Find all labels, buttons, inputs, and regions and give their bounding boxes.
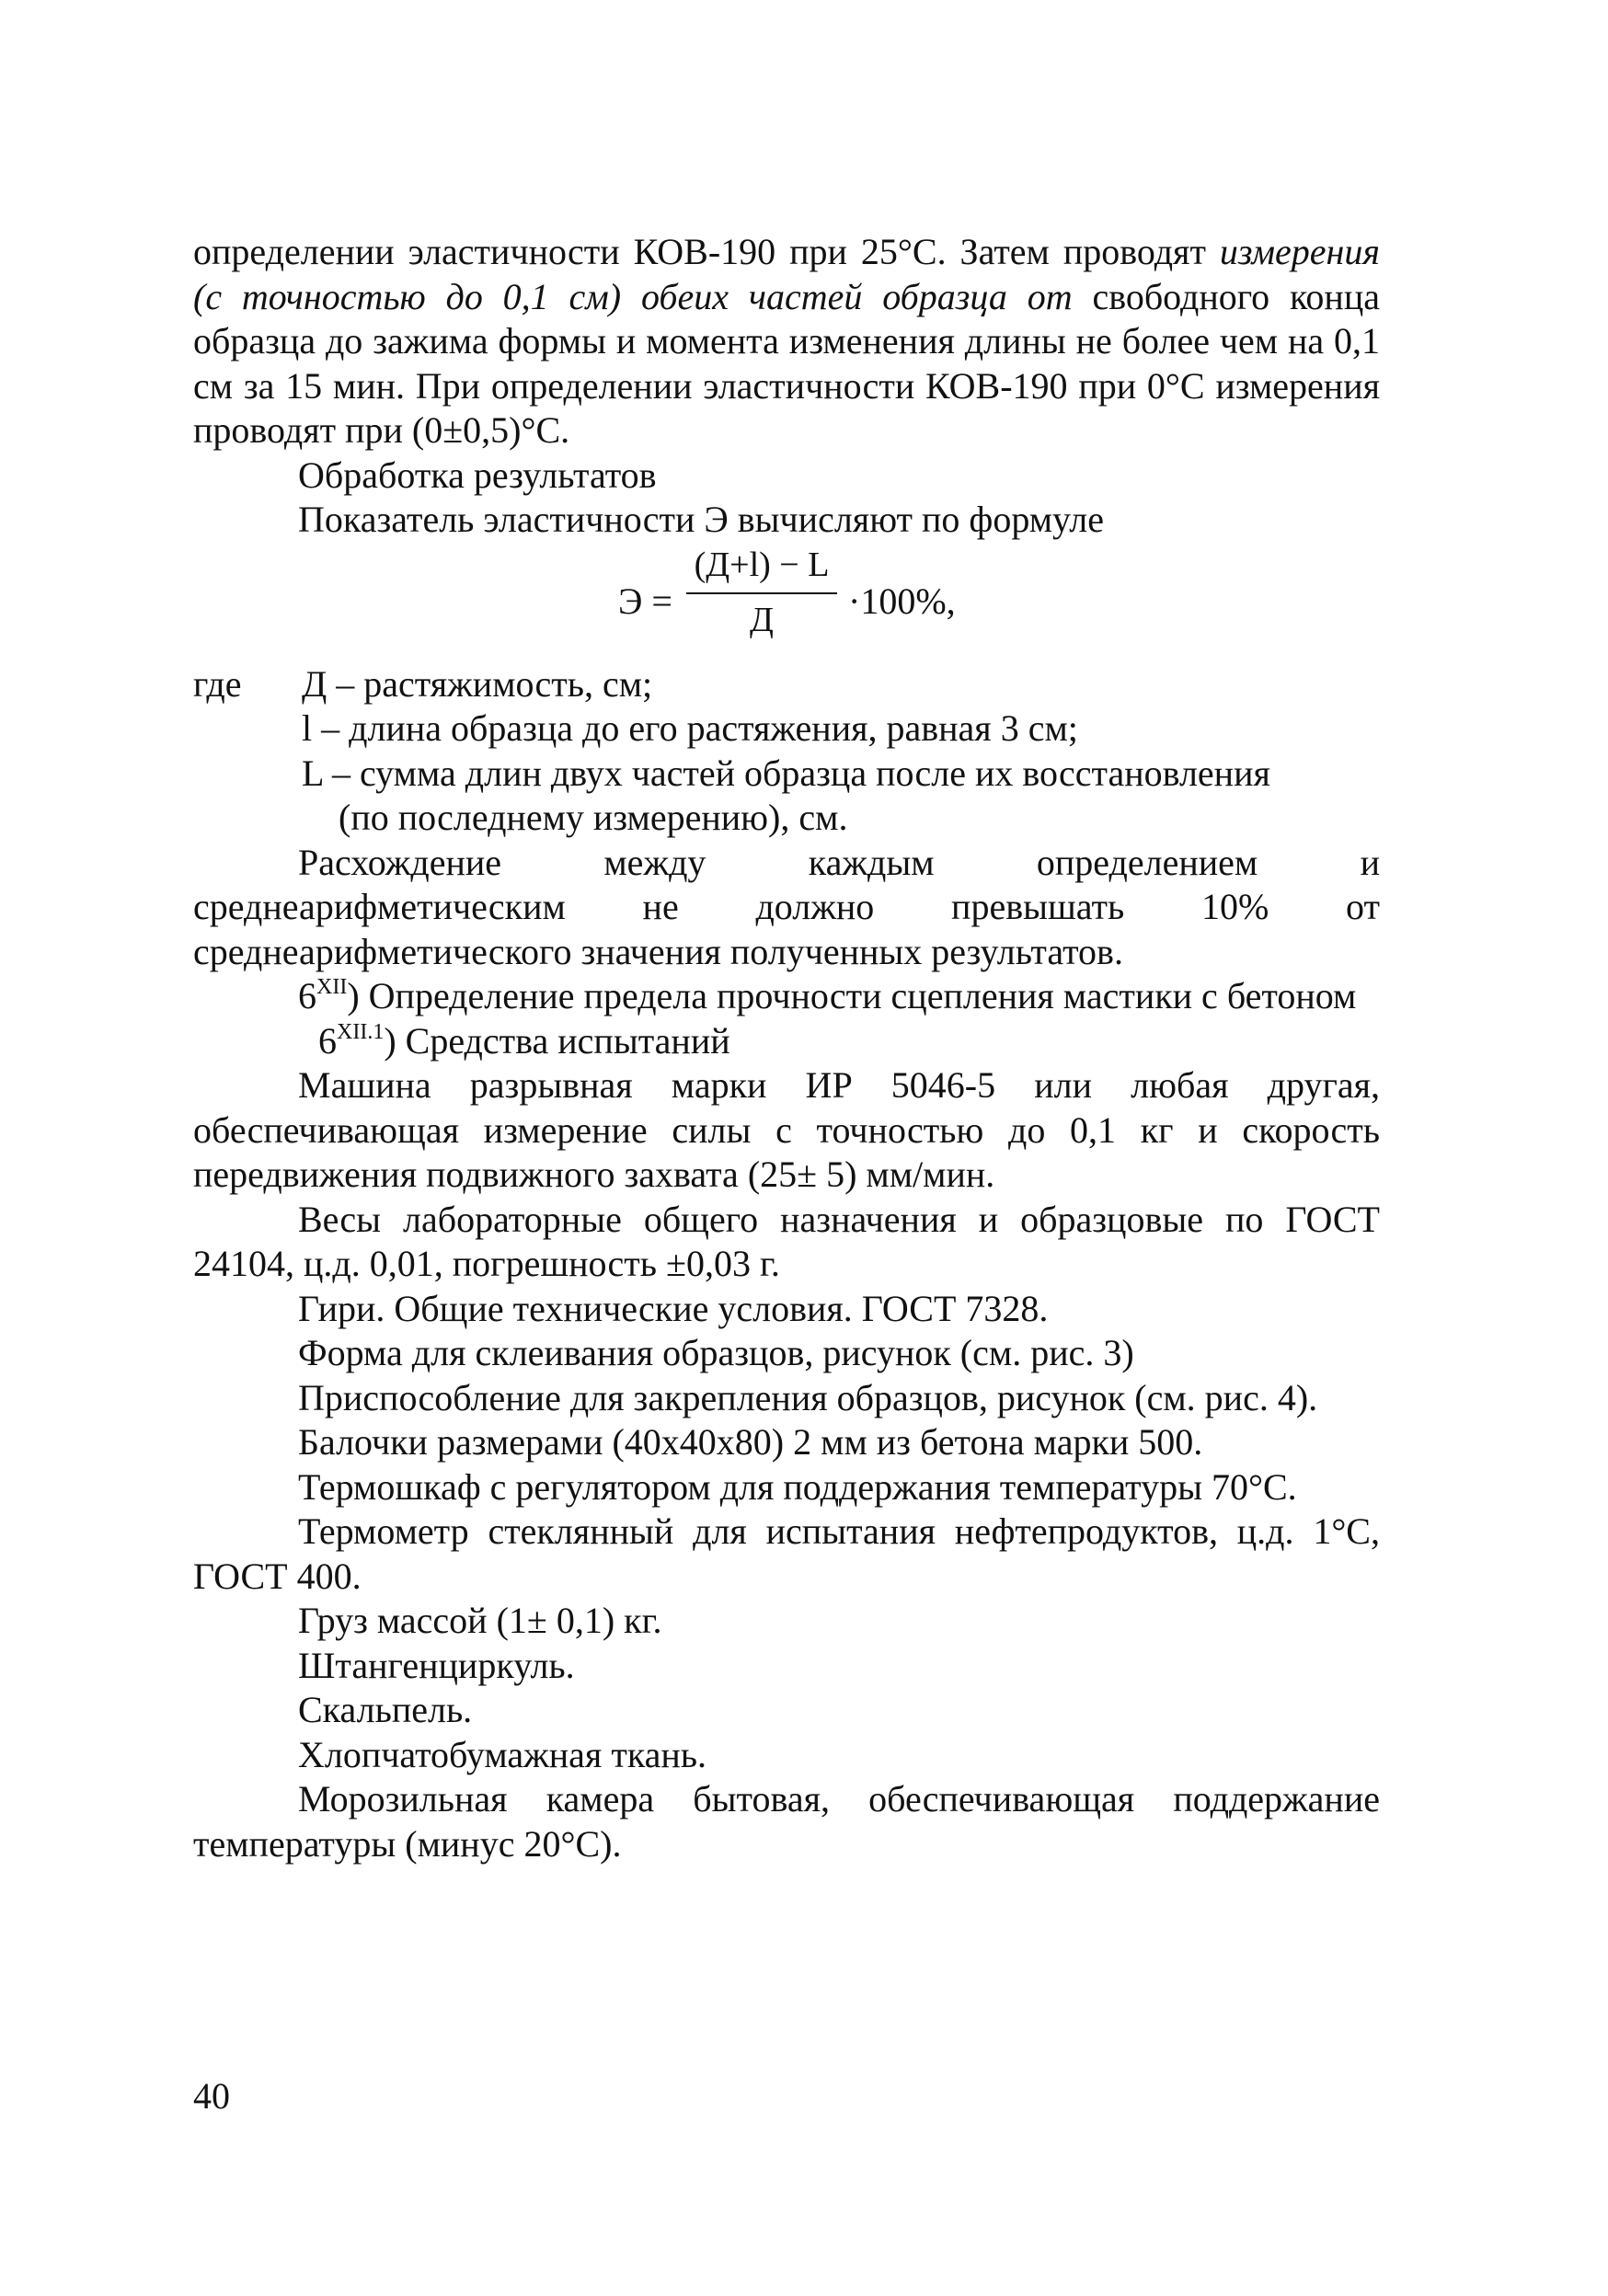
definition-L: L – сумма длин двух частей образца после их восстановления	[302, 752, 1270, 794]
paragraph-deviation: Расхождение между каждым определением и среднеарифметическим не должно превышать 10% от среднеарифметического значения полученных результатов.	[193, 841, 1380, 972]
item-tensile-machine: Машина разрывная марки ИР 5046-5 или любая другая, обеспечивающая измерение силы с точностью до 0,1 кг и скорость передвижения подвижного захвата (25± 5) мм/мин.	[193, 1064, 1380, 1195]
subsection-number: 6	[318, 1019, 337, 1062]
section-number: 6	[298, 975, 316, 1016]
item-concrete-beams: Балочки размерами (40х40х80) 2 мм из бетона марки 500.	[298, 1421, 1203, 1463]
page-number: 40	[193, 2075, 230, 2117]
formula-rhs: ·100%,	[848, 580, 956, 622]
definition-l: l – длина образца до его растяжения, равная 3 см;	[302, 707, 1078, 749]
item-scalpel: Скальпель.	[298, 1689, 473, 1730]
heading-results-processing: Обработка результатов	[298, 453, 657, 496]
document-page	[193, 230, 1380, 1866]
item-thermal-cabinet: Термошкаф с регулятором для поддержания температуры 70°С.	[298, 1465, 1297, 1508]
formula-definitions	[193, 662, 1380, 841]
formula-lhs: Э =	[618, 580, 672, 622]
subsection-title: ) Средства испытаний	[384, 1019, 730, 1062]
subsection-superscript: XII.1	[337, 1019, 385, 1044]
item-fixing-device: Приспособление для закрепления образцов, рисунок (см. рис. 4).	[298, 1376, 1318, 1418]
where-label: где	[193, 662, 242, 705]
formula-denominator: Д	[750, 600, 774, 639]
text-segment: свободного конца образца до зажима формы и момента изменения длины не более чем на 0,1 см за 15 мин. При определении эластичности КОВ-190 при 0°С измерения проводят при (0±0,5)°С.	[193, 275, 1380, 451]
section-superscript: XII	[316, 975, 348, 999]
section-title: ) Определение предела прочности сцепления мастики с бетоном	[347, 975, 1357, 1016]
paragraph-elasticity-measurement	[193, 230, 1380, 453]
definition-d: Д – растяжимость, см;	[302, 662, 653, 705]
item-scales: Весы лабораторные общего назначения и образцовые по ГОСТ 24104, ц.д. 0,01, погрешность ±0,03 г.	[193, 1198, 1380, 1284]
formula-fraction	[679, 545, 844, 640]
italic-text-segment: измерения (с точностью до 0,1 см) обеих частей образца от	[193, 231, 1380, 317]
item-thermometer: Термометр стеклянный для испытания нефтепродуктов, ц.д. 1°С, ГОСТ 400.	[193, 1510, 1380, 1597]
text-segment: определении эластичности КОВ-190 при 25°С. Затем проводят	[193, 231, 1220, 272]
item-gluing-form: Форма для склеивания образцов, рисунок (см. рис. 3)	[298, 1332, 1134, 1373]
fraction-bar	[686, 592, 837, 594]
section-heading-adhesion	[193, 974, 1380, 1019]
item-caliper: Штангенциркуль.	[298, 1644, 575, 1686]
paragraph-formula-intro: Показатель эластичности Э вычисляют по формуле	[298, 499, 1105, 540]
item-freezer: Морозильная камера бытовая, обеспечивающая поддержание температуры (минус 20°С).	[193, 1778, 1380, 1865]
item-cotton-fabric: Хлопчатобумажная ткань.	[298, 1733, 707, 1775]
elasticity-formula	[193, 545, 1380, 657]
definition-L-continued: (по последнему измерению), см.	[339, 797, 848, 838]
item-weights: Гири. Общие технические условия. ГОСТ 7328.	[298, 1287, 1049, 1329]
item-load: Груз массой (1± 0,1) кг.	[298, 1600, 662, 1641]
subsection-heading-test-means	[193, 1019, 1380, 1064]
formula-numerator: (Д+l) − L	[694, 545, 830, 584]
